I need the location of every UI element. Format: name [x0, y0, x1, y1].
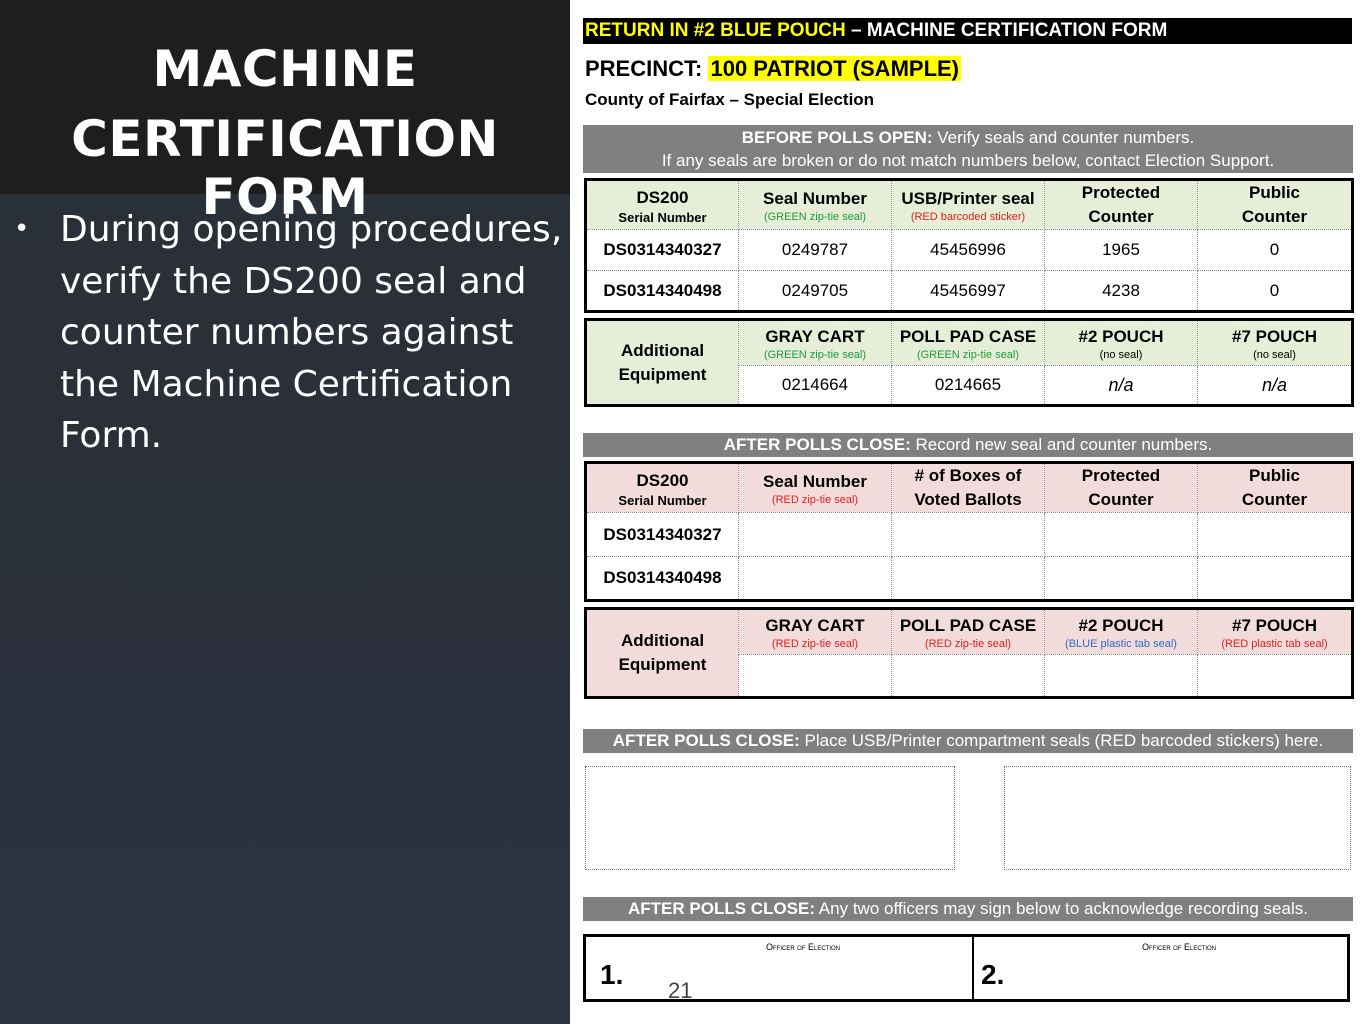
public-input-cell[interactable]	[1198, 557, 1353, 601]
header-ds200: DS200 Serial Number	[586, 463, 739, 513]
2-pouch-input-cell[interactable]	[1045, 655, 1198, 698]
header-ds200: DS200 Serial Number	[586, 180, 739, 230]
usb-seal-cell: 45456997	[892, 271, 1045, 312]
table-row	[586, 271, 1353, 312]
after-polls-sign-bar: AFTER POLLS CLOSE: Any two officers may sign below to acknowledge recording seals.	[583, 897, 1353, 921]
header-2-pouch: #2 POUCH (no seal)	[1045, 320, 1198, 366]
slide-panel	[0, 0, 570, 1024]
header-7-pouch: #7 POUCH (RED plastic tab seal)	[1198, 609, 1353, 655]
boxes-input-cell[interactable]	[892, 513, 1045, 557]
seal-sticker-box-2[interactable]	[1004, 766, 1351, 870]
bullet-dot-icon: •	[14, 214, 30, 244]
signature-box	[583, 934, 1350, 1002]
seal-input-cell[interactable]	[739, 557, 892, 601]
header-2-pouch: #2 POUCH (BLUE plastic tab seal)	[1045, 609, 1198, 655]
serial-cell: DS0314340498	[586, 271, 739, 312]
header-poll-pad-case: POLL PAD CASE (GREEN zip-tie seal)	[892, 320, 1045, 366]
poll-pad-case-value: 0214665	[892, 366, 1045, 406]
header-poll-pad-case: POLL PAD CASE (RED zip-tie seal)	[892, 609, 1045, 655]
slide-title-line2: CERTIFICATION FORM	[71, 110, 499, 226]
7-pouch-input-cell[interactable]	[1198, 655, 1353, 698]
7-pouch-value: n/a	[1198, 366, 1353, 406]
slide-title-line1: MACHINE	[152, 40, 418, 98]
precinct-label: PRECINCT:	[585, 56, 703, 81]
county-line: County of Fairfax – Special Election	[585, 90, 875, 109]
certification-form	[570, 0, 1365, 1024]
table-row	[586, 557, 1353, 601]
protected-counter-cell: 1965	[1045, 230, 1198, 271]
header-7-pouch: #7 POUCH (no seal)	[1198, 320, 1353, 366]
officer-label-1: Officer of Election	[766, 942, 841, 952]
seal-input-cell[interactable]	[739, 513, 892, 557]
signature-field-1[interactable]	[586, 937, 974, 999]
before-bold: BEFORE POLLS OPEN:	[741, 128, 933, 147]
header-public-counter: Public Counter	[1198, 463, 1353, 513]
before-equipment-table	[584, 318, 1354, 407]
seal-cell: 0249705	[739, 271, 892, 312]
boxes-input-cell[interactable]	[892, 557, 1045, 601]
header-boxes: # of Boxes of Voted Ballots	[892, 463, 1045, 513]
protected-input-cell[interactable]	[1045, 557, 1198, 601]
before-header-row	[586, 180, 1353, 230]
before-line1: Verify seals and counter numbers.	[932, 128, 1195, 147]
header-seal-number: Seal Number (GREEN zip-tie seal)	[739, 180, 892, 230]
precinct-value: 100 PATRIOT (SAMPLE)	[710, 56, 960, 81]
public-counter-cell: 0	[1198, 271, 1353, 312]
bullet-text: During opening procedures, verify the DS200 seal and counter numbers against the Machine Certification Form.	[60, 209, 563, 456]
seal-sticker-box-1[interactable]	[585, 766, 955, 870]
header-gray-cart: GRAY CART (GREEN zip-tie seal)	[739, 320, 892, 366]
officer-label-2: Officer of Election	[1142, 942, 1217, 952]
after-polls-record-bar: AFTER POLLS CLOSE: Record new seal and counter numbers.	[583, 433, 1353, 457]
signature-field-2[interactable]	[974, 937, 1347, 999]
after-header-row	[586, 463, 1353, 513]
header-usb-seal: USB/Printer seal (RED barcoded sticker)	[892, 180, 1045, 230]
equipment-label: Additional Equipment	[586, 320, 739, 406]
return-highlight: RETURN IN #2 BLUE POUCH	[585, 20, 846, 41]
return-banner	[583, 18, 1352, 44]
protected-counter-cell: 4238	[1045, 271, 1198, 312]
serial-cell: DS0314340327	[586, 230, 739, 271]
after-seal-table	[584, 461, 1354, 602]
before-polls-bar	[583, 125, 1353, 173]
header-protected-counter: Protected Counter	[1045, 463, 1198, 513]
public-input-cell[interactable]	[1198, 513, 1353, 557]
gray-cart-value: 0214664	[739, 366, 892, 406]
gray-cart-input-cell[interactable]	[739, 655, 892, 698]
header-gray-cart: GRAY CART (RED zip-tie seal)	[739, 609, 892, 655]
precinct-line	[585, 56, 961, 82]
poll-pad-case-input-cell[interactable]	[892, 655, 1045, 698]
header-seal-number: Seal Number (RED zip-tie seal)	[739, 463, 892, 513]
before-line2: If any seals are broken or do not match numbers below, contact Election Support.	[661, 151, 1275, 170]
signature-number-1: 1.	[600, 959, 624, 990]
seal-cell: 0249787	[739, 230, 892, 271]
before-seal-table	[584, 178, 1354, 313]
header-protected-counter: Protected Counter	[1045, 180, 1198, 230]
equipment-label: Additional Equipment	[586, 609, 739, 698]
protected-input-cell[interactable]	[1045, 513, 1198, 557]
serial-cell: DS0314340327	[586, 513, 739, 557]
after-equipment-table	[584, 607, 1354, 699]
table-row	[586, 230, 1353, 271]
page-number: 21	[668, 978, 693, 1003]
serial-cell: DS0314340498	[586, 557, 739, 601]
table-row	[586, 513, 1353, 557]
return-rest: – MACHINE CERTIFICATION FORM	[845, 20, 1168, 41]
header-public-counter: Public Counter	[1198, 180, 1353, 230]
2-pouch-value: n/a	[1045, 366, 1198, 406]
slide-title-box	[0, 0, 570, 226]
public-counter-cell: 0	[1198, 230, 1353, 271]
after-polls-seal-bar: AFTER POLLS CLOSE: Place USB/Printer compartment seals (RED barcoded stickers) here.	[583, 729, 1353, 753]
signature-number-2: 2.	[981, 959, 1005, 990]
usb-seal-cell: 45456996	[892, 230, 1045, 271]
